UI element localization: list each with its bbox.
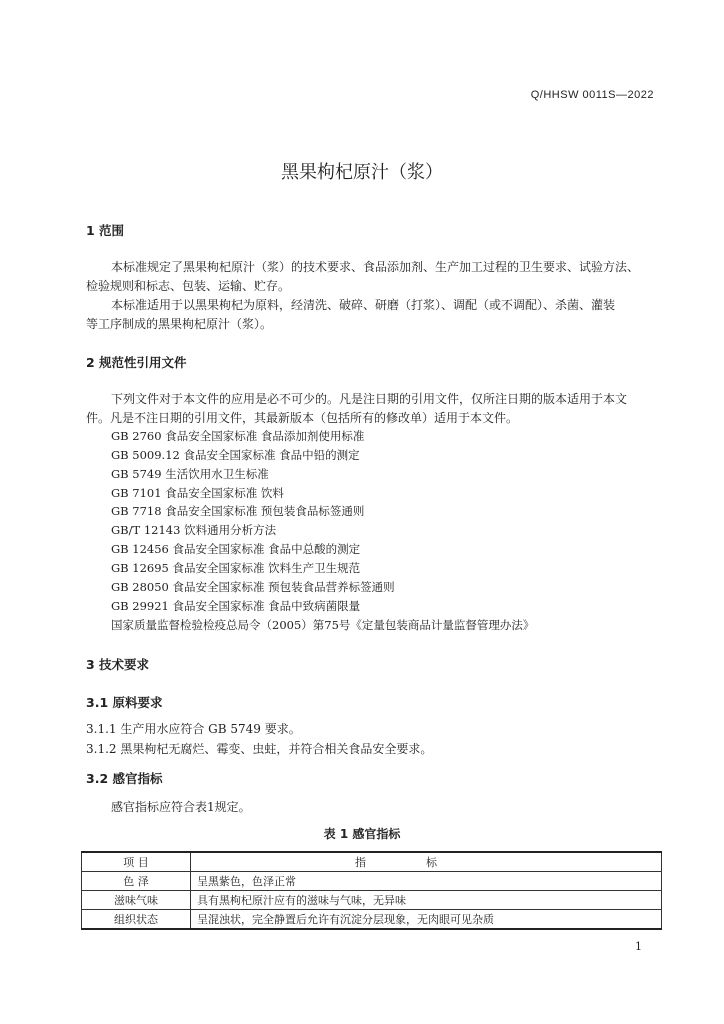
clause-3-1-2: 3.1.2 黑果枸杞无腐烂、霉变、虫蛀，并符合相关食品安全要求。 [86, 742, 433, 756]
section-3-1-heading: 3.1 原料要求 [86, 695, 163, 710]
scope-line-1: 本标准规定了黑果枸杞原汁（浆）的技术要求、食品添加剂、生产加工过程的卫生要求、试验方法、 [111, 260, 640, 274]
table-caption: 表 1 感官指标 [323, 827, 401, 841]
reference-item: GB 12456 食品安全国家标准 食品中总酸的测定 [111, 542, 361, 556]
table-row [82, 872, 662, 891]
row-label: 色 泽 [82, 872, 191, 891]
normative-line-2: 件。凡是不注日期的引用文件，其最新版本（包括所有的修改单）适用于本文件。 [86, 411, 519, 425]
reference-item: GB 28050 食品安全国家标准 预包装食品营养标签通则 [111, 580, 395, 594]
reference-item: GB 2760 食品安全国家标准 食品添加剂使用标准 [111, 429, 365, 443]
row-value: 呈黑紫色，色泽正常 [191, 872, 662, 891]
table-row [82, 910, 662, 930]
scope-line-4: 等工序制成的黑果枸杞原汁（浆）。 [86, 317, 273, 331]
row-value: 具有黑枸杞原汁应有的滋味与气味，无异味 [191, 891, 662, 910]
reference-item: GB 7718 食品安全国家标准 预包装食品标签通则 [111, 504, 365, 518]
document-title: 黑果枸杞原汁（浆） [281, 162, 443, 183]
row-value: 呈混浊状，完全静置后允许有沉淀分层现象，无肉眼可见杂质 [191, 910, 662, 930]
reference-item: GB 12695 食品安全国家标准 饮料生产卫生规范 [111, 561, 361, 575]
table-row [82, 891, 662, 910]
header-item: 项 目 [82, 852, 191, 872]
reference-item: GB 5009.12 食品安全国家标准 食品中铅的测定 [111, 448, 360, 462]
row-label: 组织状态 [82, 910, 191, 930]
reference-item: GB 7101 食品安全国家标准 饮料 [111, 486, 284, 500]
sensory-table [81, 851, 662, 930]
normative-line-1: 下列文件对于本文件的应用是必不可少的。凡是注日期的引用文件，仅所注日期的版本适用于本文 [111, 392, 628, 406]
standard-code: Q/HHSW 0011S—2022 [530, 89, 654, 101]
section-1-heading: 1 范围 [86, 223, 125, 238]
page-number: 1 [635, 940, 642, 953]
reference-item: 国家质量监督检验检疫总局令（2005）第75号《定量包装商品计量监督管理办法》 [111, 618, 535, 632]
row-label: 滋味气味 [82, 891, 191, 910]
table-header-row [82, 852, 662, 872]
reference-item: GB 5749 生活饮用水卫生标准 [111, 467, 269, 481]
section-3-2-heading: 3.2 感官指标 [86, 771, 163, 786]
reference-item: GB 29921 食品安全国家标准 食品中致病菌限量 [111, 599, 361, 613]
sensory-intro: 感官指标应符合表1规定。 [111, 800, 251, 814]
section-3-heading: 3 技术要求 [86, 657, 150, 672]
scope-line-2: 检验规则和标志、包装、运输、贮存。 [86, 279, 291, 293]
scope-line-3: 本标准适用于以黑果枸杞为原料，经清洗、破碎、研磨（打浆）、调配（或不调配）、杀菌、灌装 [111, 298, 616, 312]
clause-3-1-1: 3.1.1 生产用水应符合 GB 5749 要求。 [86, 722, 301, 736]
header-indicator: 指标 [191, 852, 662, 872]
reference-item: GB/T 12143 饮料通用分析方法 [111, 523, 277, 537]
section-2-heading: 2 规范性引用文件 [86, 355, 187, 370]
